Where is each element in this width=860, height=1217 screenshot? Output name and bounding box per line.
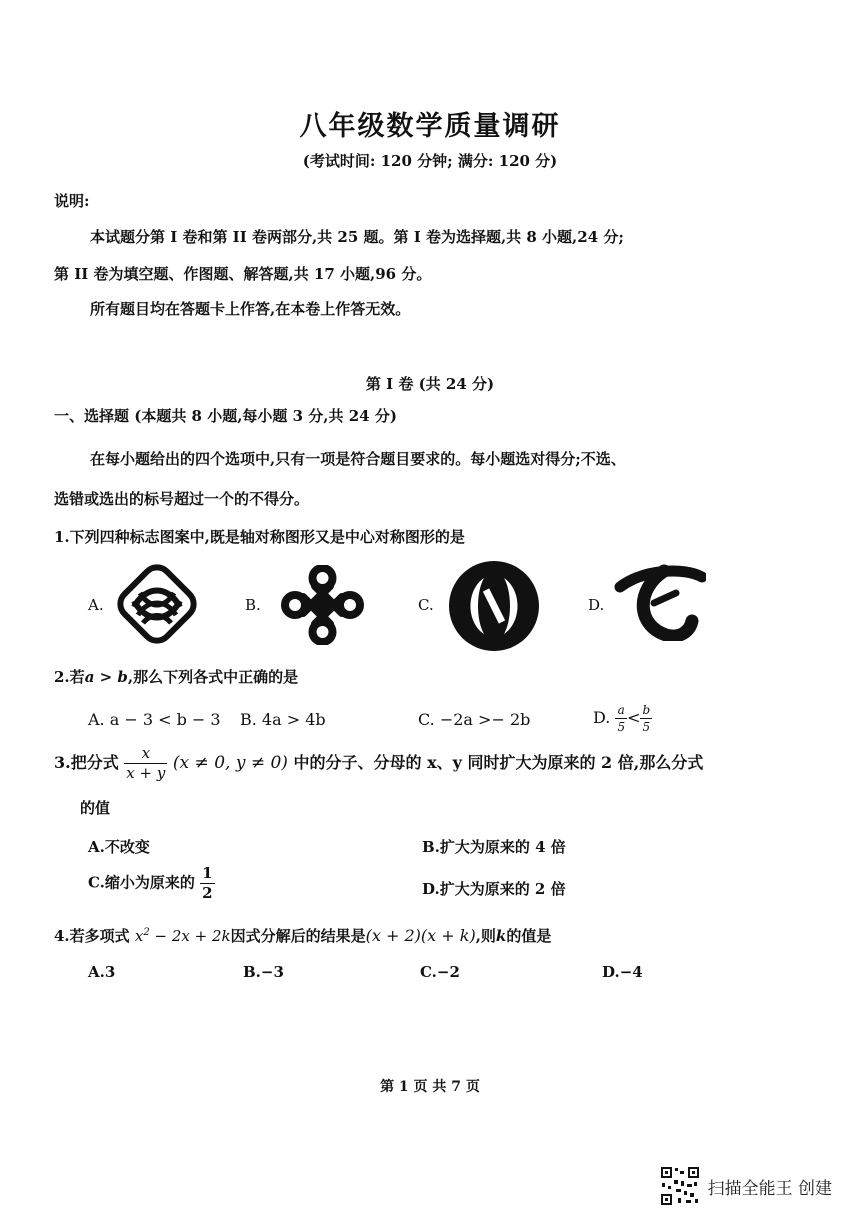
q4-post-2: 的值是 xyxy=(506,927,552,945)
qr-code-icon xyxy=(660,1166,700,1206)
q3-continuation: 的值 xyxy=(80,799,111,817)
q3-option-b: B.扩大为原来的 4 倍 xyxy=(422,838,566,856)
q2-d-lt: < xyxy=(627,708,641,727)
instructions-line-3: 所有题目均在答题卡上作答,在本卷上作答无效。 xyxy=(90,300,411,318)
q3-option-d: D.扩大为原来的 2 倍 xyxy=(422,880,566,898)
q2-condition: a > b xyxy=(84,668,128,686)
q3-option-a: A.不改变 xyxy=(88,838,150,856)
q1-option-a-label: A. xyxy=(88,596,104,614)
q1-stem: 1.下列四种标志图案中,既是轴对称图形又是中心对称图形的是 xyxy=(54,528,465,546)
q3-post: 中的分子、分母的 x、y 同时扩大为原来的 2 倍,那么分式 xyxy=(293,753,704,772)
page-number: 第 1 页 共 7 页 xyxy=(380,1079,480,1095)
section-title: 第 I 卷 (共 24 分) xyxy=(365,375,495,393)
q3-stem xyxy=(54,746,703,781)
q3-c-fraction: $\frac{1}{2}$ xyxy=(202,864,213,902)
q2-stem xyxy=(54,666,298,687)
q2-d-fraction-1: $\frac{a}{5}$ xyxy=(617,703,626,734)
q4-option-d: D.−4 xyxy=(602,963,643,981)
china-telecom-logo-icon xyxy=(614,563,706,641)
q2-option-a: A. a − 3 < b − 3 xyxy=(88,710,221,729)
section-desc-1: 在每小题给出的四个选项中,只有一项是符合题目要求的。每小题选对得分;不选、 xyxy=(90,450,626,468)
q3-fraction: $\frac{x}{x + y}$ xyxy=(126,744,166,782)
q2-d-fraction-2: $\frac{b}{5}$ xyxy=(642,703,651,734)
china-unicom-logo-icon xyxy=(275,565,370,645)
q3-pre: 把分式 xyxy=(70,753,119,772)
q2-post: ,那么下列各式中正确的是 xyxy=(127,668,299,686)
q3-number: 3. xyxy=(54,753,71,772)
q4-polynomial: $x^2 - 2x + 2k$ xyxy=(134,927,231,945)
q4-mid: 因式分解后的结果是 xyxy=(230,927,366,945)
q2-number: 2. xyxy=(54,668,70,686)
q1-option-d-label: D. xyxy=(588,596,605,614)
china-mobile-logo-icon xyxy=(116,563,198,645)
q4-stem xyxy=(54,925,551,946)
q4-option-a: A.3 xyxy=(88,963,116,981)
double-swoosh-logo-icon xyxy=(448,560,540,652)
q2-option-c: C. −2a >− 2b xyxy=(418,710,531,729)
q1-option-b-label: B. xyxy=(245,596,261,614)
q4-number: 4. xyxy=(54,927,70,945)
instructions-line-2: 第 II 卷为填空题、作图题、解答题,共 17 小题,96 分。 xyxy=(54,265,432,283)
q2-option-b: B. 4a > 4b xyxy=(240,710,326,729)
q2-pre: 若 xyxy=(69,668,85,686)
q2-option-d xyxy=(593,704,652,733)
section-heading: 一、选择题 (本题共 8 小题,每小题 3 分,共 24 分) xyxy=(54,407,397,425)
instructions-label: 说明: xyxy=(54,192,90,210)
exam-subtitle: (考试时间: 120 分钟; 满分: 120 分) xyxy=(302,152,558,170)
q2-option-d-label: D. xyxy=(593,708,611,727)
q3-option-c xyxy=(88,866,215,901)
watermark-text: 扫描全能王 创建 xyxy=(707,1178,832,1199)
q1-option-c-label: C. xyxy=(418,596,434,614)
q4-option-c: C.−2 xyxy=(420,963,460,981)
q4-variable: k xyxy=(495,927,507,945)
q4-post-1: ,则 xyxy=(475,927,496,945)
section-desc-2: 选错或选出的标号超过一个的不得分。 xyxy=(54,490,310,508)
scanner-watermark xyxy=(660,1166,832,1206)
q3-option-c-text: C.缩小为原来的 xyxy=(88,873,195,892)
q4-option-b: B.−3 xyxy=(243,963,284,981)
q4-pre: 若多项式 xyxy=(69,927,130,945)
q3-condition: (x ≠ 0, y ≠ 0) xyxy=(172,753,288,773)
instructions-line-1: 本试题分第 I 卷和第 II 卷两部分,共 25 题。第 I 卷为选择题,共 8 小题,24 分; xyxy=(90,228,624,246)
exam-title: 八年级数学质量调研 xyxy=(299,111,561,142)
q4-factored: (x + 2)(x + k) xyxy=(365,926,476,945)
